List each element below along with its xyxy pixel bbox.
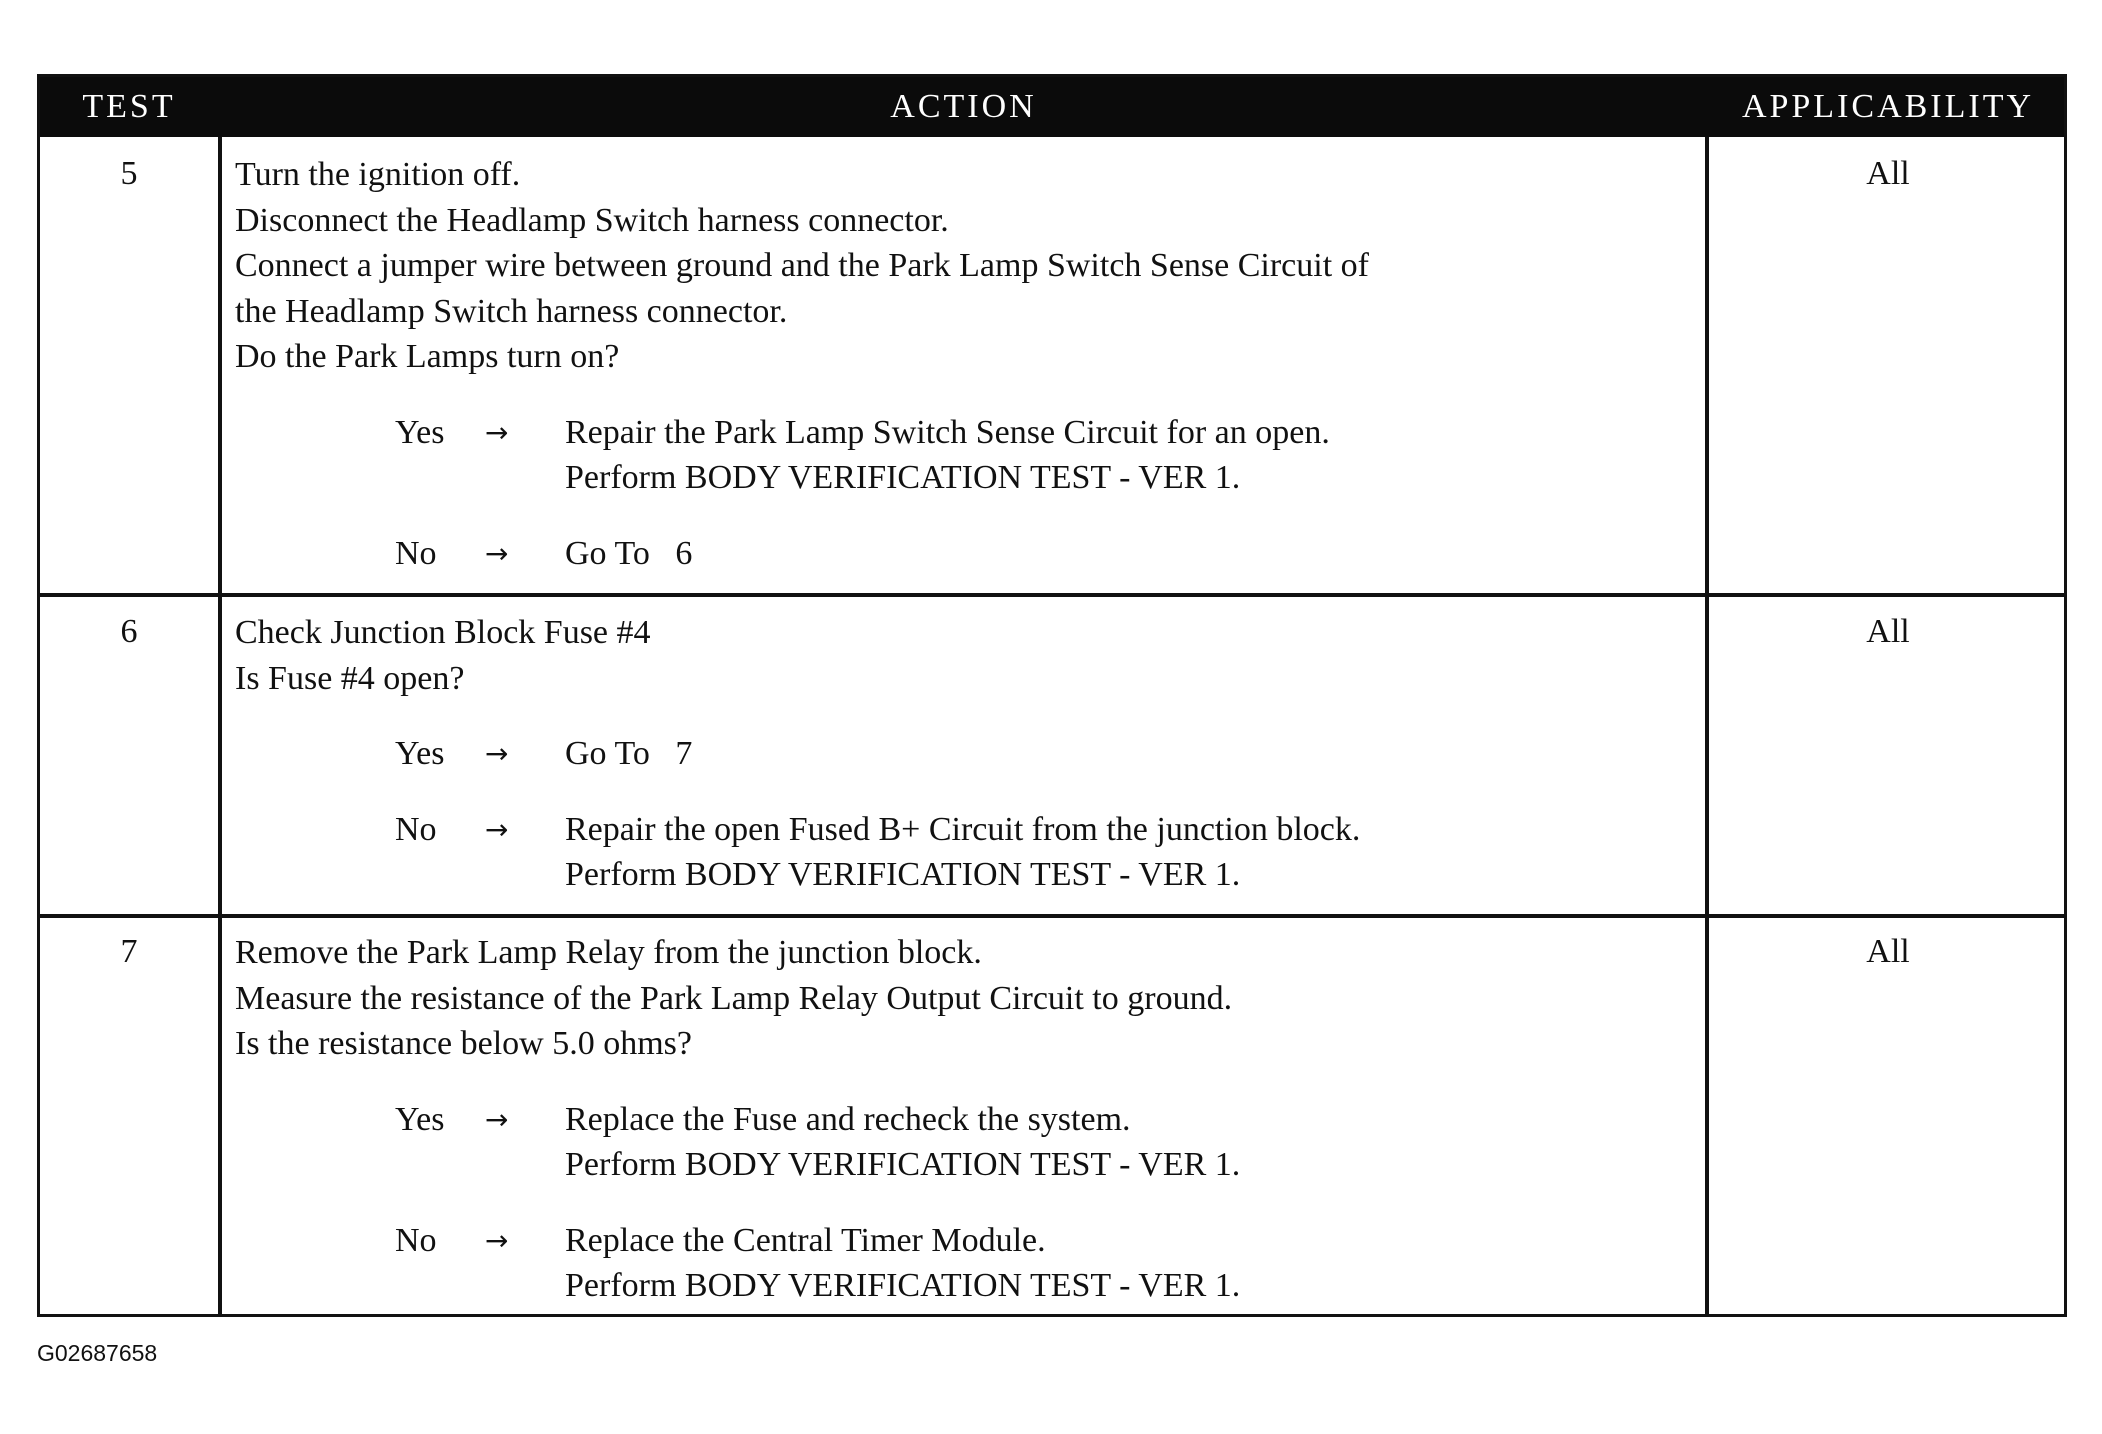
column-divider-applicability (1705, 137, 1709, 1314)
response-line: Go To 6 (565, 534, 693, 572)
no-response (235, 531, 1705, 577)
no-response (235, 807, 1705, 898)
response-line: Perform BODY VERIFICATION TEST - VER 1. (565, 459, 1241, 496)
right-arrow-icon: → (485, 812, 509, 846)
row-divider (40, 593, 2064, 597)
applicability-value: All (1866, 155, 1910, 192)
action-line: Remove the Park Lamp Relay from the junction block. (235, 934, 982, 971)
row-divider (40, 914, 2064, 918)
action-line: Connect a jumper wire between ground and the Park Lamp Switch Sense Circuit of (235, 247, 1369, 284)
response-line: Repair the open Fused B+ Circuit from the junction block. (565, 810, 1361, 848)
header-applicability: APPLICABILITY (1741, 88, 2035, 125)
right-arrow-icon: → (485, 737, 509, 770)
right-arrow-icon: → (485, 1102, 509, 1136)
response-line: Perform BODY VERIFICATION TEST - VER 1. (565, 1146, 1241, 1183)
no-label: No (395, 810, 437, 848)
yes-label: Yes (395, 735, 445, 772)
response-line: Replace the Fuse and recheck the system. (565, 1100, 1131, 1138)
action-cell (235, 152, 1705, 576)
action-line: Disconnect the Headlamp Switch harness connector. (235, 201, 949, 239)
yes-label: Yes (395, 1100, 445, 1138)
yes-response (235, 731, 1705, 777)
action-line: Do the Park Lamps turn on? (235, 338, 620, 375)
header-test: TEST (82, 88, 176, 125)
response-line: Perform BODY VERIFICATION TEST - VER 1. (565, 856, 1241, 893)
yes-label: Yes (395, 413, 445, 451)
column-divider-test (218, 137, 222, 1314)
no-label: No (395, 1221, 437, 1259)
response-line: Perform BODY VERIFICATION TEST - VER 1. (565, 1267, 1241, 1304)
yes-response (235, 410, 1705, 501)
response-line: Go To 7 (565, 735, 693, 772)
action-line: Is the resistance below 5.0 ohms? (235, 1025, 692, 1062)
right-arrow-icon: → (485, 415, 509, 449)
no-label: No (395, 534, 437, 572)
header-action: ACTION (890, 88, 1037, 125)
applicability-value: All (1866, 613, 1910, 650)
test-number: 6 (120, 613, 138, 650)
action-line: Turn the ignition off. (235, 156, 521, 193)
action-line: Is Fuse #4 open? (235, 659, 465, 697)
response-line: Replace the Central Timer Module. (565, 1221, 1046, 1259)
table-header (40, 77, 2064, 137)
test-number: 7 (120, 933, 138, 970)
right-arrow-icon: → (485, 536, 509, 570)
action-line: Check Junction Block Fuse #4 (235, 614, 651, 651)
no-response (235, 1218, 1705, 1309)
action-line: the Headlamp Switch harness connector. (235, 292, 788, 330)
action-cell (235, 930, 1705, 1309)
applicability-value: All (1866, 933, 1910, 970)
test-number: 5 (120, 155, 138, 192)
yes-response (235, 1097, 1705, 1188)
figure-id: G02687658 (37, 1340, 158, 1366)
right-arrow-icon: → (485, 1223, 509, 1257)
response-line: Repair the Park Lamp Switch Sense Circuit for an open. (565, 413, 1330, 451)
action-line: Measure the resistance of the Park Lamp Relay Output Circuit to ground. (235, 979, 1233, 1017)
action-cell (235, 610, 1705, 898)
diagnostic-test-table (37, 74, 2067, 1317)
